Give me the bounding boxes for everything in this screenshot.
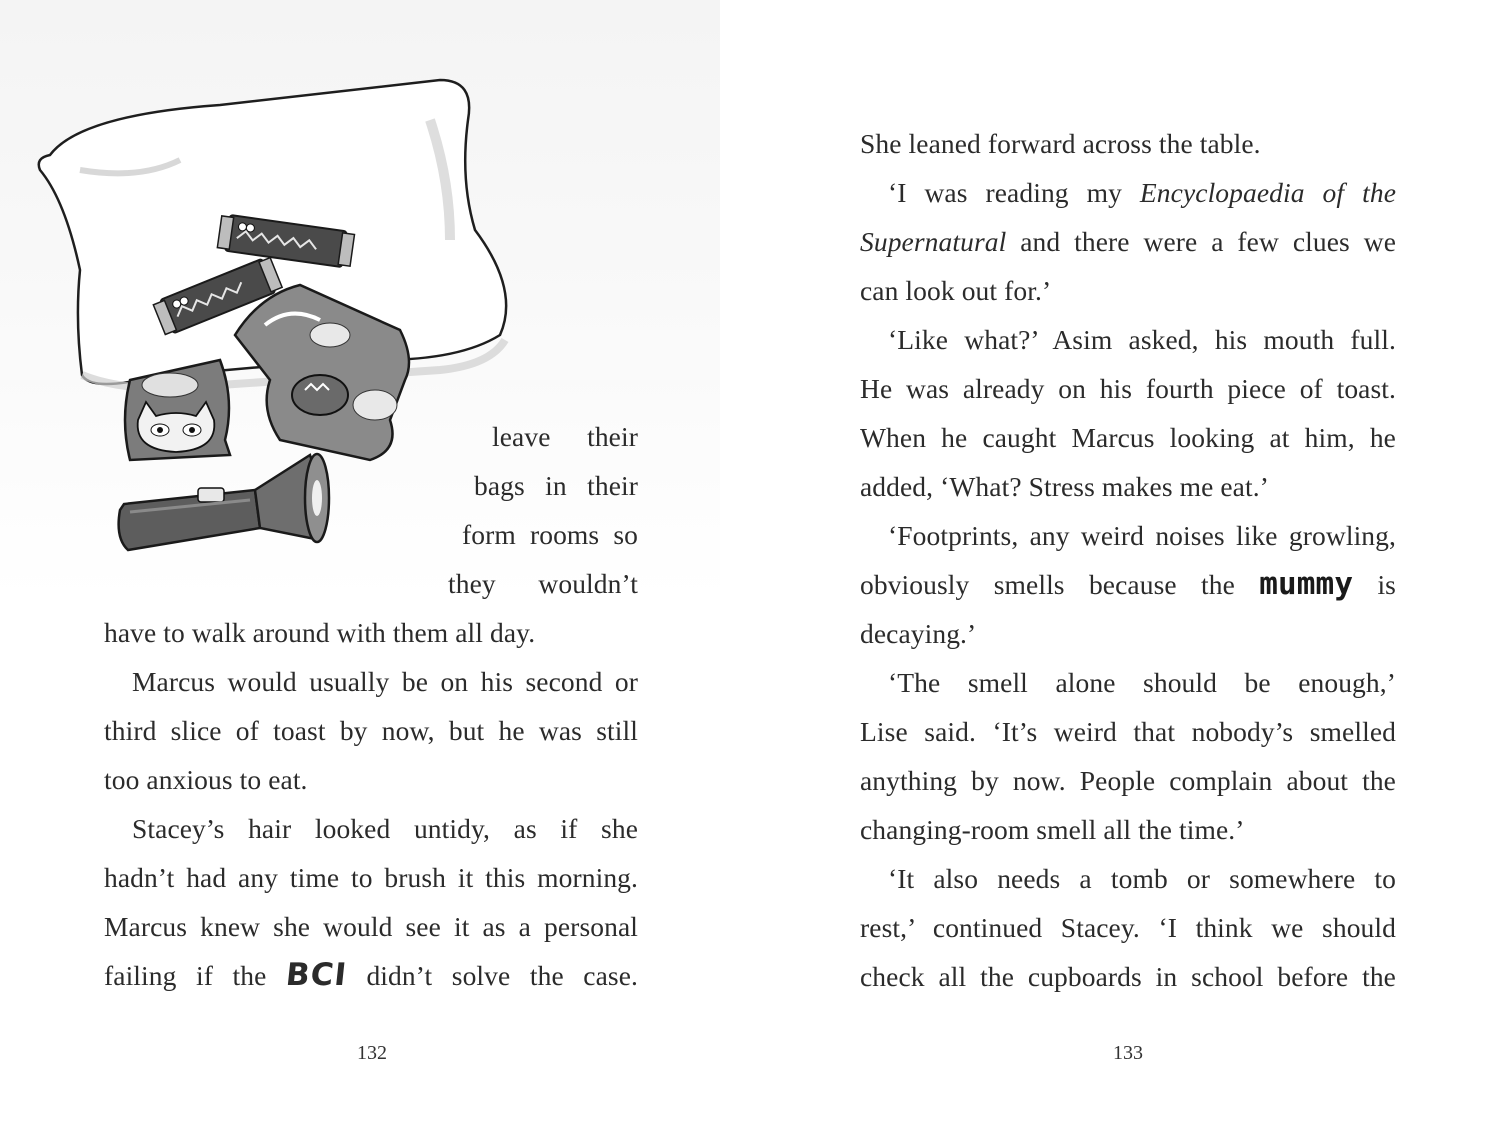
text-line <box>860 609 1396 658</box>
text-line <box>888 168 1396 217</box>
page-number: 132 <box>357 1042 387 1064</box>
text-line <box>104 853 638 902</box>
wrapped-text-line: leave their <box>492 421 638 452</box>
text-line <box>104 608 638 657</box>
text-line <box>104 902 638 951</box>
text-line <box>860 560 1396 609</box>
bci-logo-text: BCI <box>284 957 349 993</box>
italic-text: Supernatural <box>860 226 1007 257</box>
text-line <box>860 903 1396 952</box>
text-line <box>860 462 1396 511</box>
text-run: is <box>1353 569 1396 600</box>
text-run: didn’t solve the case. <box>346 960 638 991</box>
text-run: too anxious to eat. <box>104 764 308 795</box>
text-run: ‘Footprints, any weird noises like growling, <box>888 520 1396 551</box>
text-line <box>104 706 638 755</box>
text-run: Stacey’s hair looked untidy, as if she <box>132 813 638 844</box>
text-line <box>104 951 638 1000</box>
text-run: can look out for.’ <box>860 275 1052 306</box>
text-line <box>888 511 1396 560</box>
text-line <box>104 755 638 804</box>
text-line <box>888 658 1396 707</box>
torch-icon <box>119 454 329 550</box>
text-run: When he caught Marcus looking at him, he <box>860 422 1396 453</box>
text-line <box>132 804 638 853</box>
mummy-emphasis-text: mummy <box>1259 566 1354 602</box>
wrapped-text-line: form rooms so <box>462 519 638 550</box>
text-line <box>888 315 1396 364</box>
text-line <box>860 413 1396 462</box>
text-line <box>860 756 1396 805</box>
text-run: decaying.’ <box>860 618 977 649</box>
text-line <box>860 119 1396 168</box>
text-line <box>860 707 1396 756</box>
text-run: ‘Like what?’ Asim asked, his mouth full. <box>888 324 1396 355</box>
text-run: He was already on his fourth piece of toast. <box>860 373 1396 404</box>
wrapped-text-line: they wouldn’t <box>448 568 638 599</box>
text-run: ‘It also needs a tomb or somewhere to <box>888 863 1396 894</box>
text-run: third slice of toast by now, but he was still <box>104 715 638 746</box>
text-run: check all the cupboards in school before the <box>860 961 1396 992</box>
text-run: ‘The smell alone should be enough,’ <box>888 667 1396 698</box>
text-run: Marcus would usually be on his second or <box>132 666 638 697</box>
text-run: and there were a few clues we <box>1006 226 1396 257</box>
italic-text: Encyclopaedia of the <box>1139 177 1397 208</box>
text-run: failing if the <box>104 960 286 991</box>
text-run: Lise said. ‘It’s weird that nobody’s smelled <box>860 716 1396 747</box>
text-line <box>888 854 1396 903</box>
text-run: Marcus knew she would see it as a personal <box>104 911 638 942</box>
text-run: changing-room smell all the time.’ <box>860 814 1245 845</box>
text-run: obviously smells because the <box>860 569 1260 600</box>
text-line <box>132 657 638 706</box>
text-run: added, ‘What? Stress makes me eat.’ <box>860 471 1269 502</box>
text-run: rest,’ continued Stacey. ‘I think we should <box>860 912 1396 943</box>
text-line <box>860 364 1396 413</box>
text-run: She leaned forward across the table. <box>860 128 1261 159</box>
right-page <box>750 0 1500 1137</box>
text-run: have to walk around with them all day. <box>104 617 536 648</box>
text-line <box>860 952 1396 1001</box>
page-number: 133 <box>1113 1042 1143 1064</box>
text-line <box>860 805 1396 854</box>
text-line <box>860 217 1396 266</box>
text-run: anything by now. People complain about the <box>860 765 1396 796</box>
text-line <box>860 266 1396 315</box>
text-run: hadn’t had any time to brush it this morning. <box>104 862 638 893</box>
text-run: ‘I was reading my <box>888 177 1140 208</box>
wrapped-text-line: bags in their <box>474 470 638 501</box>
